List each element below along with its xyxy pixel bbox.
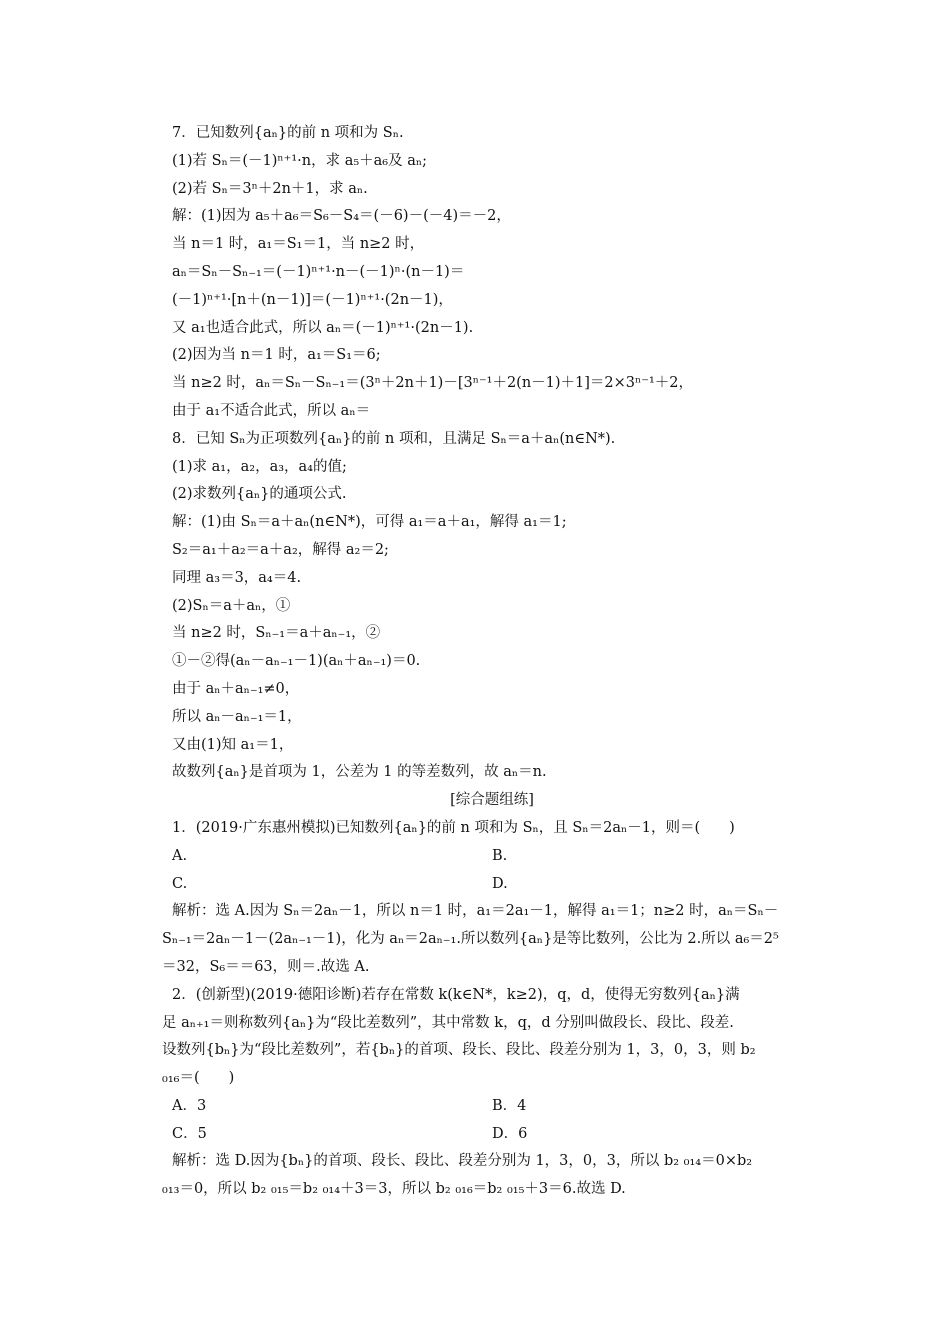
q7-part2: (2)若 Sₙ＝3ⁿ＋2n＋1，求 aₙ. <box>172 180 368 197</box>
q2-option-d: D．6 <box>492 1125 528 1142</box>
q7-solution-line: 由于 a₁不适合此式，所以 aₙ＝ <box>172 402 371 419</box>
q2-stem-line: 2．(创新型)(2019·德阳诊断)若存在常数 k(k∈N*，k≥2)，q，d，使得无穷数列{aₙ}满 <box>172 986 740 1003</box>
q2-options-row <box>172 1093 812 1121</box>
q7-solution-line: 解：(1)因为 a₅＋a₆＝S₆－S₄＝(－6)－(－4)＝－2， <box>172 208 511 225</box>
q8-solution-line: 又由(1)知 a₁＝1， <box>172 736 294 753</box>
q2-analysis-line: 解析：选 D.因为{bₙ}的首项、段长、段比、段差分别为 1，3，0，3，所以 b₂ ₀₁₄＝0×b₂ <box>172 1153 753 1170</box>
q8-solution-line: S₂＝a₁＋a₂＝a＋a₂，解得 a₂＝2; <box>172 541 389 558</box>
q2-option-c: C．5 <box>172 1125 207 1142</box>
q8-solution-line: 故数列{aₙ}是首项为 1，公差为 1 的等差数列，故 aₙ＝n. <box>172 764 547 781</box>
page-content <box>162 120 812 1204</box>
q1-analysis-line: Sₙ₋₁＝2aₙ－1－(2aₙ₋₁－1)，化为 aₙ＝2aₙ₋₁.所以数列{aₙ}是等比数列，公比为 2.所以 a₆＝2⁵ <box>162 931 779 948</box>
q7-part1: (1)若 Sₙ＝(－1)ⁿ⁺¹·n，求 a₅＋a₆及 aₙ; <box>172 152 428 169</box>
q7-stem: 7．已知数列{aₙ}的前 n 项和为 Sₙ. <box>172 125 404 141</box>
q2-option-b: B．4 <box>492 1097 527 1114</box>
q7-solution-line: 当 n≥2 时，aₙ＝Sₙ－Sₙ₋₁＝(3ⁿ＋2n＋1)－[3ⁿ⁻¹＋2(n－1)＋1]＝2×3ⁿ⁻¹＋2， <box>172 375 694 392</box>
q2-analysis-line: ₀₁₃＝0，所以 b₂ ₀₁₅＝b₂ ₀₁₄＋3＝3，所以 b₂ ₀₁₆＝b₂ ₀₁₅＋3＝6.故选 D. <box>162 1181 626 1198</box>
q7-solution-line: aₙ＝Sₙ－Sₙ₋₁＝(－1)ⁿ⁺¹·n－(－1)ⁿ·(n－1)＝ <box>172 263 465 280</box>
q7-solution-line: (－1)ⁿ⁺¹·[n＋(n－1)]＝(－1)ⁿ⁺¹·(2n－1)， <box>172 291 453 308</box>
q1-option-d: D. <box>492 875 508 892</box>
q2-stem-line: 足 aₙ₊₁＝则称数列{aₙ}为“段比差数列”，其中常数 k，q，d 分别叫做段长、段比、段差. <box>162 1014 734 1031</box>
q8-solution-line: 所以 aₙ－aₙ₋₁＝1， <box>172 708 302 725</box>
q1-options-row <box>172 871 812 899</box>
q8-part2: (2)求数列{aₙ}的通项公式. <box>172 486 347 503</box>
q8-solution-line: ①－②得(aₙ－aₙ₋₁－1)(aₙ＋aₙ₋₁)＝0. <box>172 653 421 670</box>
q7-solution-line: 当 n＝1 时，a₁＝S₁＝1，当 n≥2 时， <box>172 236 425 253</box>
q1-stem: 1．(2019·广东惠州模拟)已知数列{aₙ}的前 n 项和为 Sₙ，且 Sₙ＝2aₙ－1，则＝( ) <box>172 819 735 836</box>
q8-part1: (1)求 a₁，a₂，a₃，a₄的值; <box>172 458 347 475</box>
q8-solution-line: 当 n≥2 时，Sₙ₋₁＝a＋aₙ₋₁，② <box>172 625 381 642</box>
q8-stem: 8．已知 Sₙ为正项数列{aₙ}的前 n 项和，且满足 Sₙ＝a＋aₙ(n∈N*). <box>172 430 616 447</box>
q8-solution-line: 由于 aₙ＋aₙ₋₁≠0， <box>172 680 300 697</box>
q8-solution-line: (2)Sₙ＝a＋aₙ，① <box>172 597 291 614</box>
q2-option-a: A．3 <box>172 1097 207 1114</box>
q2-options-row <box>172 1121 812 1149</box>
q8-solution-line: 解：(1)由 Sₙ＝a＋aₙ(n∈N*)，可得 a₁＝a＋a₁，解得 a₁＝1; <box>172 514 567 531</box>
q1-option-b: B. <box>492 847 508 864</box>
q8-solution-line: 同理 a₃＝3，a₄＝4. <box>172 569 302 586</box>
q1-analysis-line: ＝32，S₆＝＝63，则＝.故选 A. <box>162 958 370 975</box>
q1-option-a: A. <box>172 847 188 864</box>
q7-solution-line: 又 a₁也适合此式，所以 aₙ＝(－1)ⁿ⁺¹·(2n－1). <box>172 319 474 336</box>
q2-stem-line: 设数列{bₙ}为“段比差数列”，若{bₙ}的首项、段长、段比、段差分别为 1，3，0，3，则 b₂ <box>162 1042 756 1059</box>
q1-option-c: C. <box>172 875 188 892</box>
section-title: [综合题组练] <box>450 792 534 809</box>
q1-analysis-line: 解析：选 A.因为 Sₙ＝2aₙ－1，所以 n＝1 时，a₁＝2a₁－1，解得 a₁＝1；n≥2 时，aₙ＝Sₙ－ <box>172 903 779 920</box>
q1-options-row <box>172 843 812 871</box>
q2-stem-line: ₀₁₆＝( ) <box>162 1070 235 1087</box>
q7-solution-line: (2)因为当 n＝1 时，a₁＝S₁＝6; <box>172 347 381 364</box>
